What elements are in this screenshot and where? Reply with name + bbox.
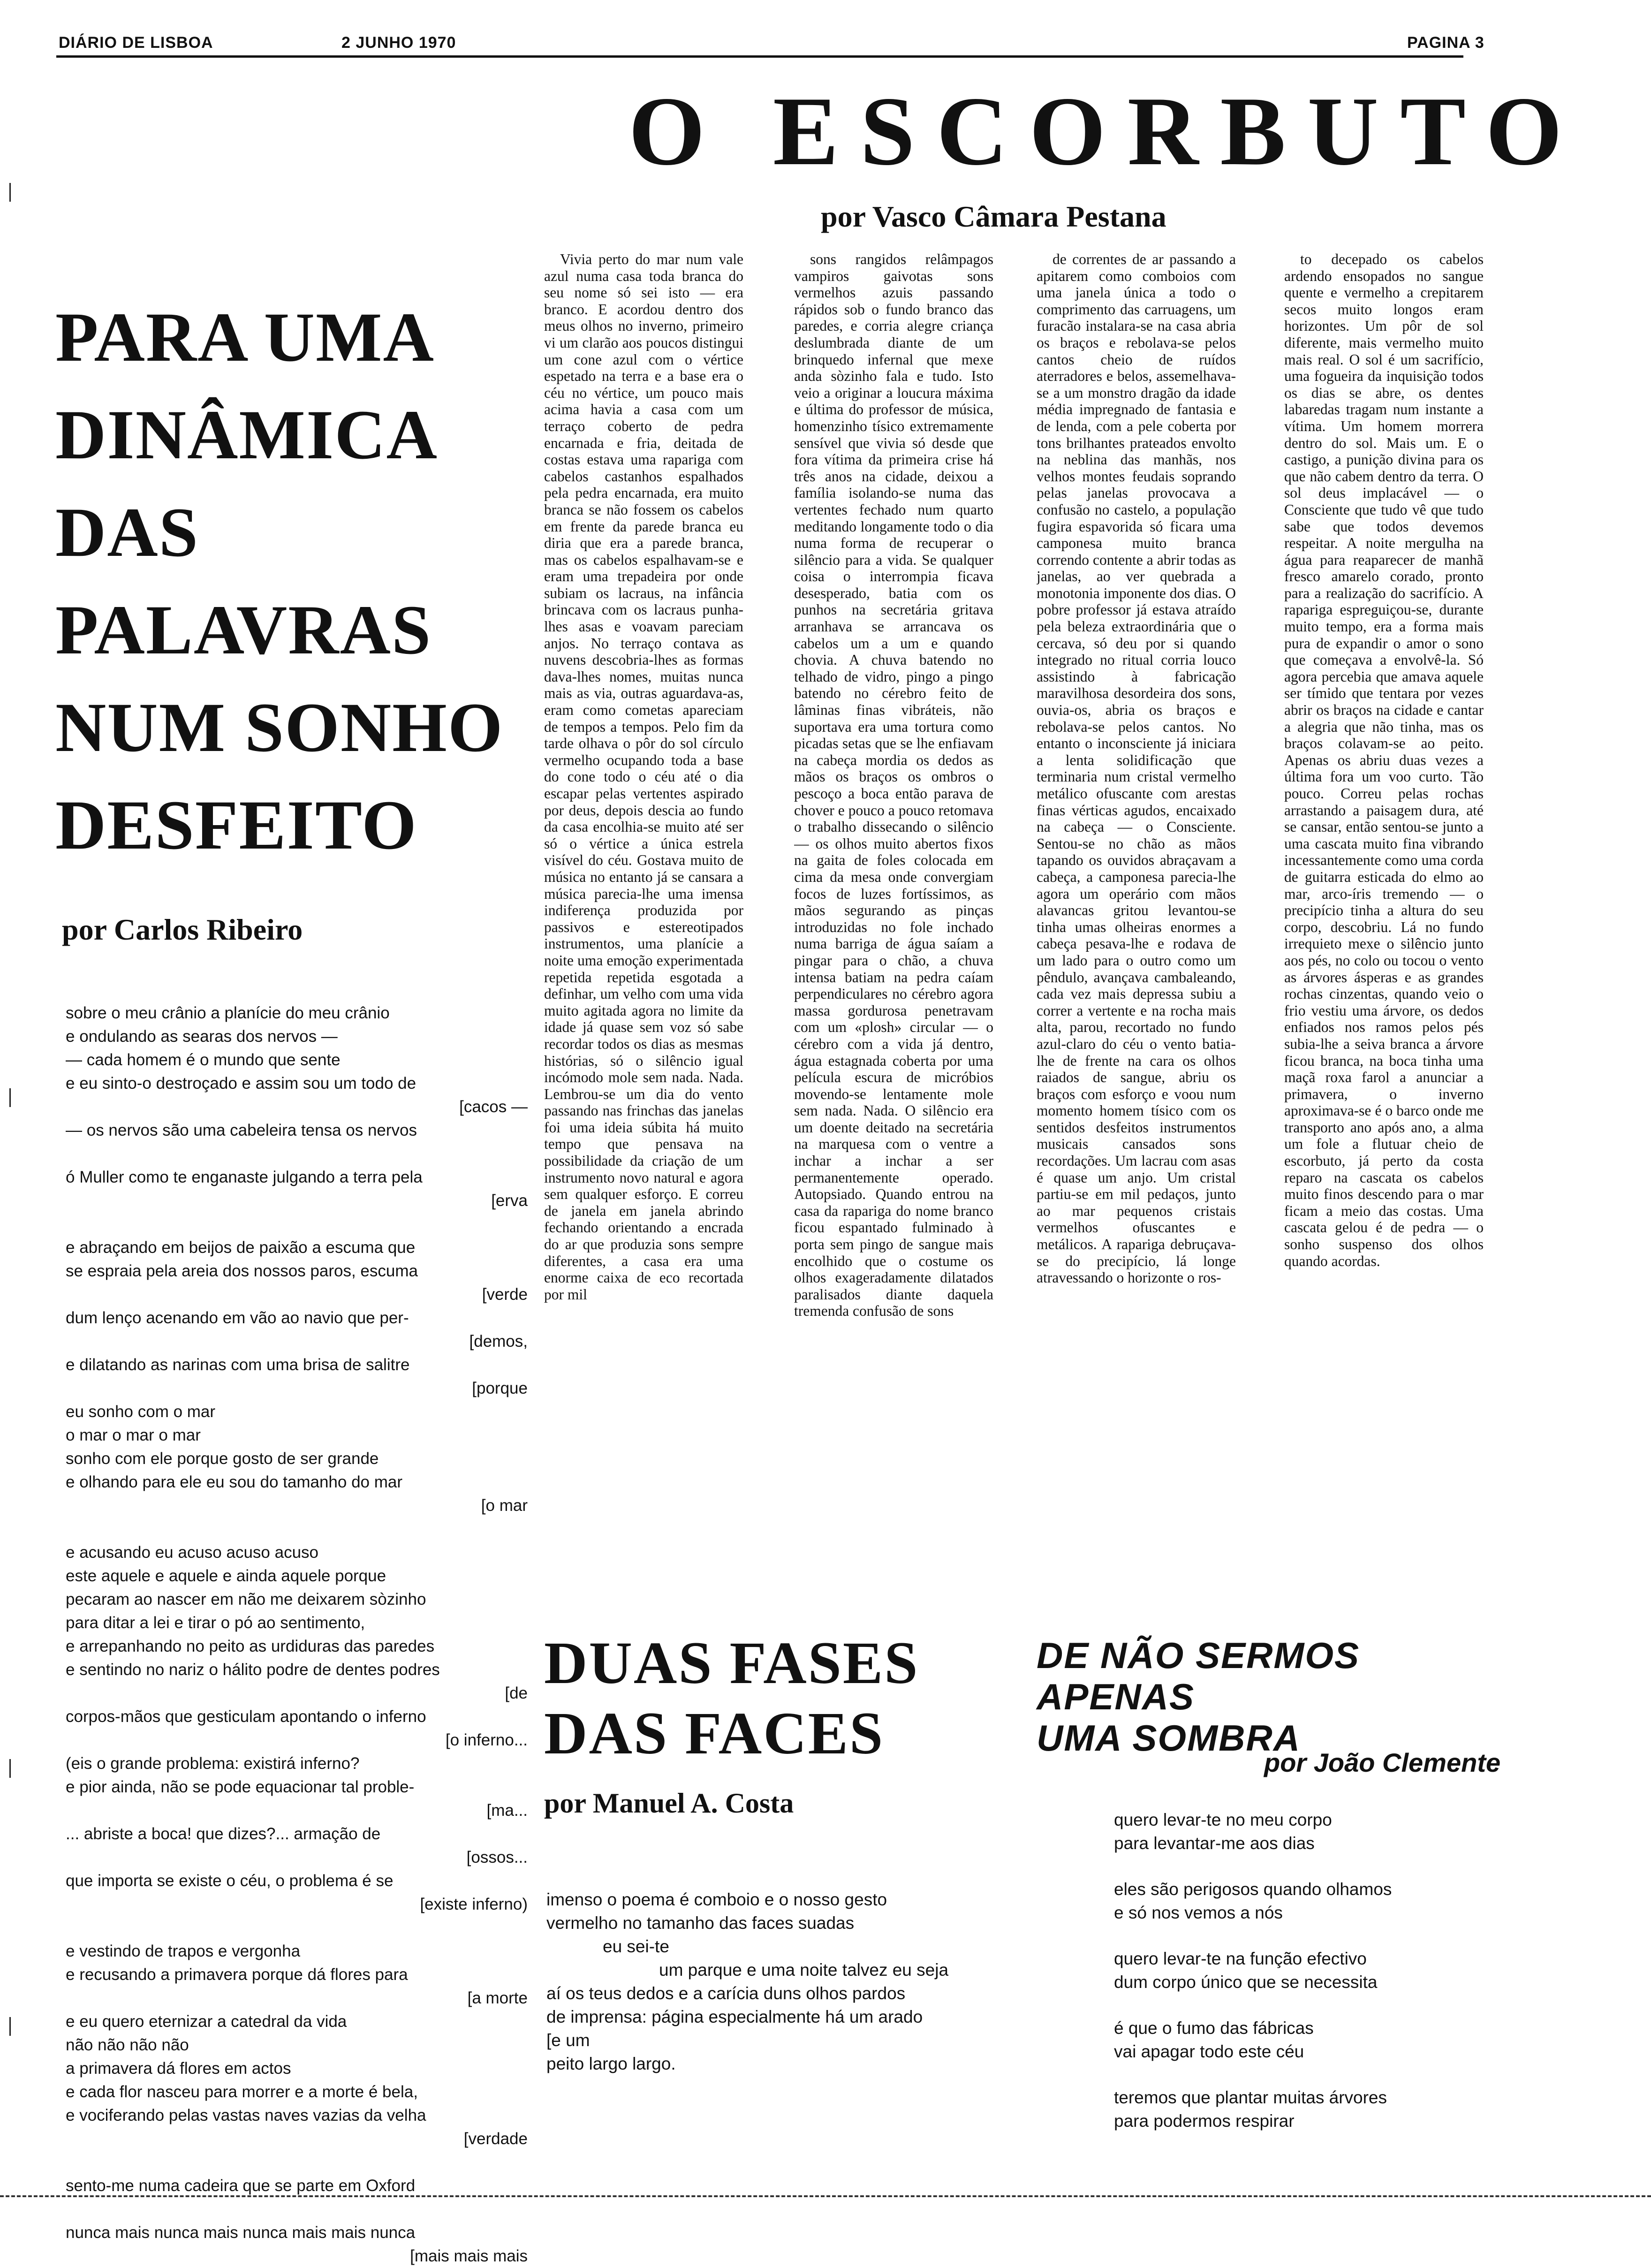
right-poem (1114, 1808, 1527, 2155)
left-headline-line: PARA UMA (55, 298, 435, 376)
poem-line: [demos, (469, 1332, 528, 1350)
poem-line: [mais mais mais (410, 2247, 528, 2265)
poem-line: (eis o grande problema: existirá inferno? (66, 1754, 360, 1773)
poem-line: de imprensa: página especialmente há um arado (546, 2007, 923, 2026)
poem-line: dum lenço acenando em vão ao navio que per- (66, 1309, 409, 1327)
poem-line: para podermos respirar (1114, 2111, 1295, 2131)
poem-line: e sentindo no nariz o hálito podre de dentes podres (66, 1661, 440, 1679)
poem-line (66, 1142, 528, 1166)
right-byline: por João Clemente (1264, 1748, 1501, 1777)
poem-line: quero levar-te no meu corpo (1114, 1810, 1332, 1829)
poem-line (66, 1517, 528, 1541)
poem-stanza (1114, 2017, 1527, 2063)
margin-mark (9, 2017, 11, 2036)
right-headline (1037, 1635, 1506, 1759)
middle-headline (544, 1628, 957, 1768)
poem-line: e recusando a primavera porque dá flores para (66, 1965, 408, 1984)
poem-line: se espraia pela areia dos nossos paros, escuma (66, 1262, 418, 1280)
left-headline-line: DESFEITO (55, 786, 417, 864)
poem-line: este aquele e aquele e ainda aquele porque (66, 1567, 386, 1585)
poem-line: [existe inferno) (420, 1895, 528, 1913)
poem-line: eu sonho com o mar (66, 1403, 216, 1421)
poem-line: e acusando eu acuso acuso acuso (66, 1543, 318, 1562)
poem-line: [a morte (467, 1989, 528, 2007)
main-column-text: sons rangidos relâmpagos vampiros gaivotas sons vermelhos azuis passando rápidos sob o fundo branco das paredes, e corria alegre criança deslumbrada diante de um brinquedo infernal que mexe anda sòzinho fala e tudo. Isto veio a originar a loucura máxima e última do professor de música, homenzinho tísico extremamente sensível que vivia só desde que fora vítima da primeira crise há três anos na cidade, deixou a família isolando-se numa das vertentes fechado num quarto meditando longamente todo o dia numa forma de recuperar o silêncio para a vida. Se qualquer coisa o interrompia ficava desesperado, batia com os punhos na secretária gritava arranhava se arrancava os cabelos um a um e quando chovia. A chuva batendo no telhado de vidro, pingo a pingo batendo no cérebro feito de lâminas finas vibráteis, não suportava era uma tortura como picadas setas que se lhe enfiavam na cabeça mordia os dedos as mãos os braços os ombros o pescoço a boca então parava de chover e pouco a pouco retomava o trabalho dissecando o silêncio — os olhos muito abertos fixos na gaita de foles colocada em cima da mesa onde convergiam focos de luzes fortíssimos, as mãos segurando as pinças introduzidas no fole inchado numa barriga de água saíam a pingar para o chão, a chuva intensa batiam na pedra caíam perpendiculares no cérebro agora massa gordurosa penetravam com um «plosh» circular — o cérebro com a vida já dentro, água estagnada coberta por uma película escura de micróbios movendo-se lentamente mole sem nada. Nada. O silêncio era um doente deitado na secretária na marquesa com o ventre a inchar a inchar a ser permanentemente operado. Autopsiado. Quando entrou na casa da rapariga do nome branco ficou espantado fulminado à porta sem pingo de sangue mais encolhido que o costume os olhos exageradamente dilatados paralisados diante daquela tremenda confusão de sons (794, 251, 993, 1320)
poem-line: [ma... (486, 1801, 528, 1820)
poem-line: ... abriste a boca! que dizes?... armação de (66, 1825, 381, 1843)
poem-line: um parque e uma noite talvez eu seja (659, 1960, 949, 1980)
poem-line: quero levar-te na função efectivo (1114, 1949, 1367, 1968)
issue-date: 2 JUNHO 1970 (341, 34, 456, 52)
fold-line (0, 2195, 1651, 2197)
poem-line: sonho com ele porque gosto de ser grande (66, 1449, 379, 1468)
left-headline-line: DAS (55, 493, 199, 571)
poem-line: [porque (472, 1379, 528, 1397)
poem-line: dum corpo único que se necessita (1114, 1972, 1378, 1992)
poem-line: a primavera dá flores em actos (66, 2059, 291, 2078)
poem-line (66, 1213, 528, 1236)
page-number: PAGINA 3 (1407, 34, 1484, 52)
poem-line: eu sei-te (603, 1937, 669, 1956)
poem-line: — os nervos são uma cabeleira tensa os nervos (66, 1121, 417, 1139)
poem-line: para ditar a lei e tirar o pó ao sentimento, (66, 1614, 365, 1632)
middle-byline: por Manuel A. Costa (544, 1788, 794, 1819)
poem-stanza (1114, 2086, 1527, 2133)
poem-line: e cada flor nasceu para morrer e a morte é bela, (66, 2083, 418, 2101)
main-column-1 (544, 251, 743, 1569)
margin-mark (9, 183, 11, 202)
poem-line: o mar o mar o mar (66, 1426, 201, 1444)
poem-line (66, 2198, 528, 2221)
poem-line: [erva (491, 1191, 528, 1210)
middle-headline-line: DUAS FASES (544, 1630, 919, 1696)
poem-line: e eu quero eternizar a catedral da vida (66, 2012, 347, 2031)
poem-line: nunca mais nunca mais nunca mais mais nunca (66, 2223, 416, 2242)
poem-line: e arrepanhando no peito as urdiduras das paredes (66, 1637, 435, 1655)
right-headline-line: UMA SOMBRA (1037, 1717, 1301, 1759)
margin-mark (9, 1088, 11, 1107)
poem-line: e olhando para ele eu sou do tamanho do mar (66, 1473, 403, 1491)
poem-stanza (1114, 1878, 1527, 1925)
poem-line: e vociferando pelas vastas naves vazias da velha (66, 2106, 426, 2124)
poem-line: [o inferno... (445, 1731, 528, 1749)
poem-line: [ossos... (466, 1848, 528, 1866)
poem-line: e dilatando as narinas com uma brisa de salitre (66, 1356, 410, 1374)
poem-line: corpos-mãos que gesticulam apontando o inferno (66, 1707, 426, 1726)
right-headline-line: DE NÃO SERMOS APENAS (1037, 1635, 1360, 1717)
main-column-text: Vivia perto do mar num vale azul numa casa toda branca do seu nome só sei isto — era branco. E acordou dentro dos meus olhos no inverno, primeiro vi um clarão aos poucos distingui um cone azul com o vértice espetado na terra e a base era o céu no vértice, um pouco mais acima havia a casa com um terraço coberto de pedra encarnada e fria, deitada de costas estava uma rapariga com cabelos castanhos espalhados pela pedra encarnada, era muito branca se não fossem os cabelos em frente da parede branca eu diria que era a parede branca, mas os cabelos espalhavam-se e eram uma trepadeira por onde subiam os lacraus, na infância brincava com os lacraus punha-lhes asas e voavam pareciam anjos. No terraço contava as nuvens descobria-lhes as formas dava-lhes nomes, muitas nunca mais as via, outras aguardava-as, eram como cometas apareciam de tempos a tempos. Pelo fim da tarde olhava o pôr do sol círculo vermelho ocupando toda a base do cone todo o céu até o dia escapar pelas vertentes aspirado por deus, depois descia ao fundo da casa encolhia-se muito até ser só o vértice a única estrela visível do céu. Gostava muito de música no entanto já se cansara a música parecia-lhe uma imensa indiferença produzida por passivos e estereotipados instrumentos, uma planície a noite uma emoção experimentada repetida repetida esgotada a definhar, um velho com uma vida muito agitada agora no limite da idade já quase sem voz só sabe recordar todos os dias as mesmas histórias, só o silêncio igual incómodo mole sem nada. Nada. Lembrou-se um dia do vento passando nas frinchas das janelas foi uma ideia súbita há muito tempo que pensava na possibilidade da criação de um instrumento novo natural e agora sem qualquer esforço. E correu de janela em janela abrindo fechando orientando a encrada do ar que produzia sons sempre diferentes, a casa era uma enorme caixa de eco recortada por mil (544, 251, 743, 1303)
left-poem (66, 1001, 528, 2268)
poem-line: — cada homem é o mundo que sente (66, 1051, 341, 1069)
poem-line: [de (505, 1684, 528, 1702)
poem-line: para levantar-me aos dias (1114, 1834, 1315, 1853)
poem-line: [e um (546, 2031, 590, 2050)
poem-line: e pior ainda, não se pode equacionar tal proble- (66, 1778, 415, 1796)
main-column-2 (794, 251, 993, 1569)
poem-stanza (1114, 1947, 1527, 1994)
poem-line (66, 1916, 528, 1940)
margin-mark (9, 1759, 11, 1778)
poem-line: é que o fumo das fábricas (1114, 2018, 1314, 2038)
middle-headline-line: DAS FACES (544, 1700, 885, 1767)
poem-line: e só nos vemos a nós (1114, 1903, 1283, 1922)
poem-line: imenso o poema é comboio e o nosso gesto (546, 1890, 887, 1909)
poem-line: e vestindo de trapos e vergonha (66, 1942, 301, 1960)
poem-line: não não não não (66, 2036, 189, 2054)
poem-line: peito largo largo. (546, 2054, 676, 2073)
poem-line: [o mar (481, 1496, 528, 1515)
left-headline (55, 288, 524, 874)
poem-line: teremos que plantar muitas árvores (1114, 2088, 1387, 2107)
poem-line: [verde (482, 1285, 528, 1304)
poem-stanza (1114, 1808, 1527, 1855)
left-headline-line: DINÂMICA (55, 396, 438, 474)
poem-line: eles são perigosos quando olhamos (1114, 1880, 1392, 1899)
poem-line: sento-me numa cadeira que se parte em Oxford (66, 2177, 416, 2195)
left-headline-line: PALAVRAS (55, 591, 432, 669)
poem-line: ó Muller como te enganaste julgando a terra pela (66, 1168, 423, 1186)
main-column-text: de correntes de ar passando a apitarem como comboios com uma janela única a todo o comprimento das carruagens, um furacão instalara-se na casa abria os braços e rebolava-se pelos cantos cheio de ruídos aterradores e belos, assemelhava-se a um monstro dragão da idade média impregnado de fantasia e de lenda, com a pele coberta por tons brilhantes prateados envolto na neblina das manhãs, nos velhos montes feudais soprando pelas janelas provocava a confusão no castelo, a população fugira espavorida só ficara uma camponesa muito branca correndo contente a abrir todas as janelas, ao ver quebrada a monotonia imponente dos dias. O pobre professor já estava atraído pela beleza extraordinária que o cercava, só deu por si quando integrado no ritual corria louco assistindo à fabricação maravilhosa desordeira dos sons, ouvia-os, abria os braços e rebolava-se pelos cantos. No entanto o inconsciente já iniciara a lenta solidificação que terminaria num cristal vermelho metálico ofuscante com arestas finas vérticas agudos, encaixado na cabeça — o Consciente. Sentou-se no chão as mãos tapando os ouvidos abraçavam a cabeça, a camponesa parecia-lhe agora um operário com mãos alavancas gritou levantou-se tinha umas olheiras enormes a cabeça pesava-lhe e rodava de um lado para o outro como um pêndulo, avançava cambaleando, cada vez mais depressa subiu a correr a vertente e na rocha mais alta, parou, recortado no fundo azul-claro do céu o vento batia-lhe de frente na cara os olhos raiados de sangue, abriu os braços com esforço e voou num momento homem tísico com os sentidos desfeitos instrumentos musicais cansados sons recordações. Um lacrau com asas é quase um anjo. Um cristal partiu-se em mil pedaços, junto ao mar pequenos cristais vermelhos ofuscantes e metálicos. A rapariga debruçava-se do precipício, lá longe atravessando o horizonte o ros- (1037, 251, 1236, 1286)
main-byline: por Vasco Câmara Pestana (821, 200, 1166, 233)
main-column-text: to decepado os cabelos ardendo ensopados no sangue quente e vermelho a crepitarem secos muito longos eram horizontes. Um pôr de sol diferente, mais vermelho muito mais real. O sol é um sacrifício, uma fogueira da inquisição todos os dias se abre, os dentes labaredas tragam num instante a vítima. Um homem morrera dentro do sol. Mais um. E o castigo, a punição divina para os que não cabem dentro da terra. O sol deus implacável — o Consciente que tudo vê que tudo sabe que todos devemos respeitar. A noite mergulha na água para reaparecer de manhã fresco amarelo corado, pronto para a realização do sacrifício. A rapariga espreguiçou-se, durante muito tempo, era a forma mais pura de expandir o amor o sono que começava a envolvê-la. Só agora percebia que amava aquele ser tímido que tentara por vezes abrir os braços na cidade e cantar a alegria que não tinha, mas os braços colavam-se ao peito. Apenas os abriu duas vezes a última fora um voo curto. Tão pouco. Correu pelas rochas arrastando a paisagem dura, até se cansar, então sentou-se junto a uma cascata muito fina vibrando incessantemente como uma corda de guitarra esticada do elmo ao mar, arco-íris tremendo — o precipício tinha a altura do seu corpo, descobriu. Lá no fundo irrequieto mexe o silêncio junto aos pés, no colo ou tocou o vento as árvores ásperas e as grandes rochas cinzentas, quando veio o frio vestiu uma árvore, os dedos enfiados nos ramos pelos pés subia-lhe a seiva branca a árvore ficou branca, na boca tinha uma maçã roxa farol a anunciar a primavera, o inverno aproximava-se é o barco onde me transporto ano após ano, a alma um fole a flutuar cheio de escorbuto, já perto da costa reparo na cascata os cabelos muito finos descendo para o mar ficam a meio das costas. Uma cascata gelou é de pedra — o sonho suspenso dos olhos quando acordas. (1284, 251, 1484, 1269)
poem-line: [verdade (463, 2130, 528, 2148)
header-rule (56, 55, 1463, 58)
poem-line: vermelho no tamanho das faces suadas (546, 1913, 855, 1933)
left-byline: por Carlos Ribeiro (62, 913, 303, 946)
main-column-3 (1037, 251, 1236, 1569)
poem-line: que importa se existe o céu, o problema é se (66, 1872, 394, 1890)
left-headline-line: NUM SONHO (55, 689, 504, 766)
poem-line: vai apagar todo este céu (1114, 2042, 1304, 2061)
poem-line: [cacos — (459, 1098, 528, 1116)
poem-line: e ondulando as searas dos nervos — (66, 1027, 338, 1046)
poem-line: sobre o meu crânio a planície do meu crânio (66, 1004, 390, 1022)
poem-line: e eu sinto-o destroçado e assim sou um todo de (66, 1074, 417, 1092)
main-column-4 (1284, 251, 1484, 1569)
main-title: O ESCORBUTO (629, 77, 1584, 186)
poem-line: pecaram ao nascer em não me deixarem sòzinho (66, 1590, 426, 1608)
newspaper-name: DIÁRIO DE LISBOA (59, 34, 213, 52)
poem-line (66, 2151, 528, 2174)
poem-line: e abraçando em beijos de paixão a escuma que (66, 1238, 416, 1257)
middle-poem (546, 1888, 1025, 2076)
poem-line: aí os teus dedos e a carícia duns olhos pardos (546, 1984, 906, 2003)
